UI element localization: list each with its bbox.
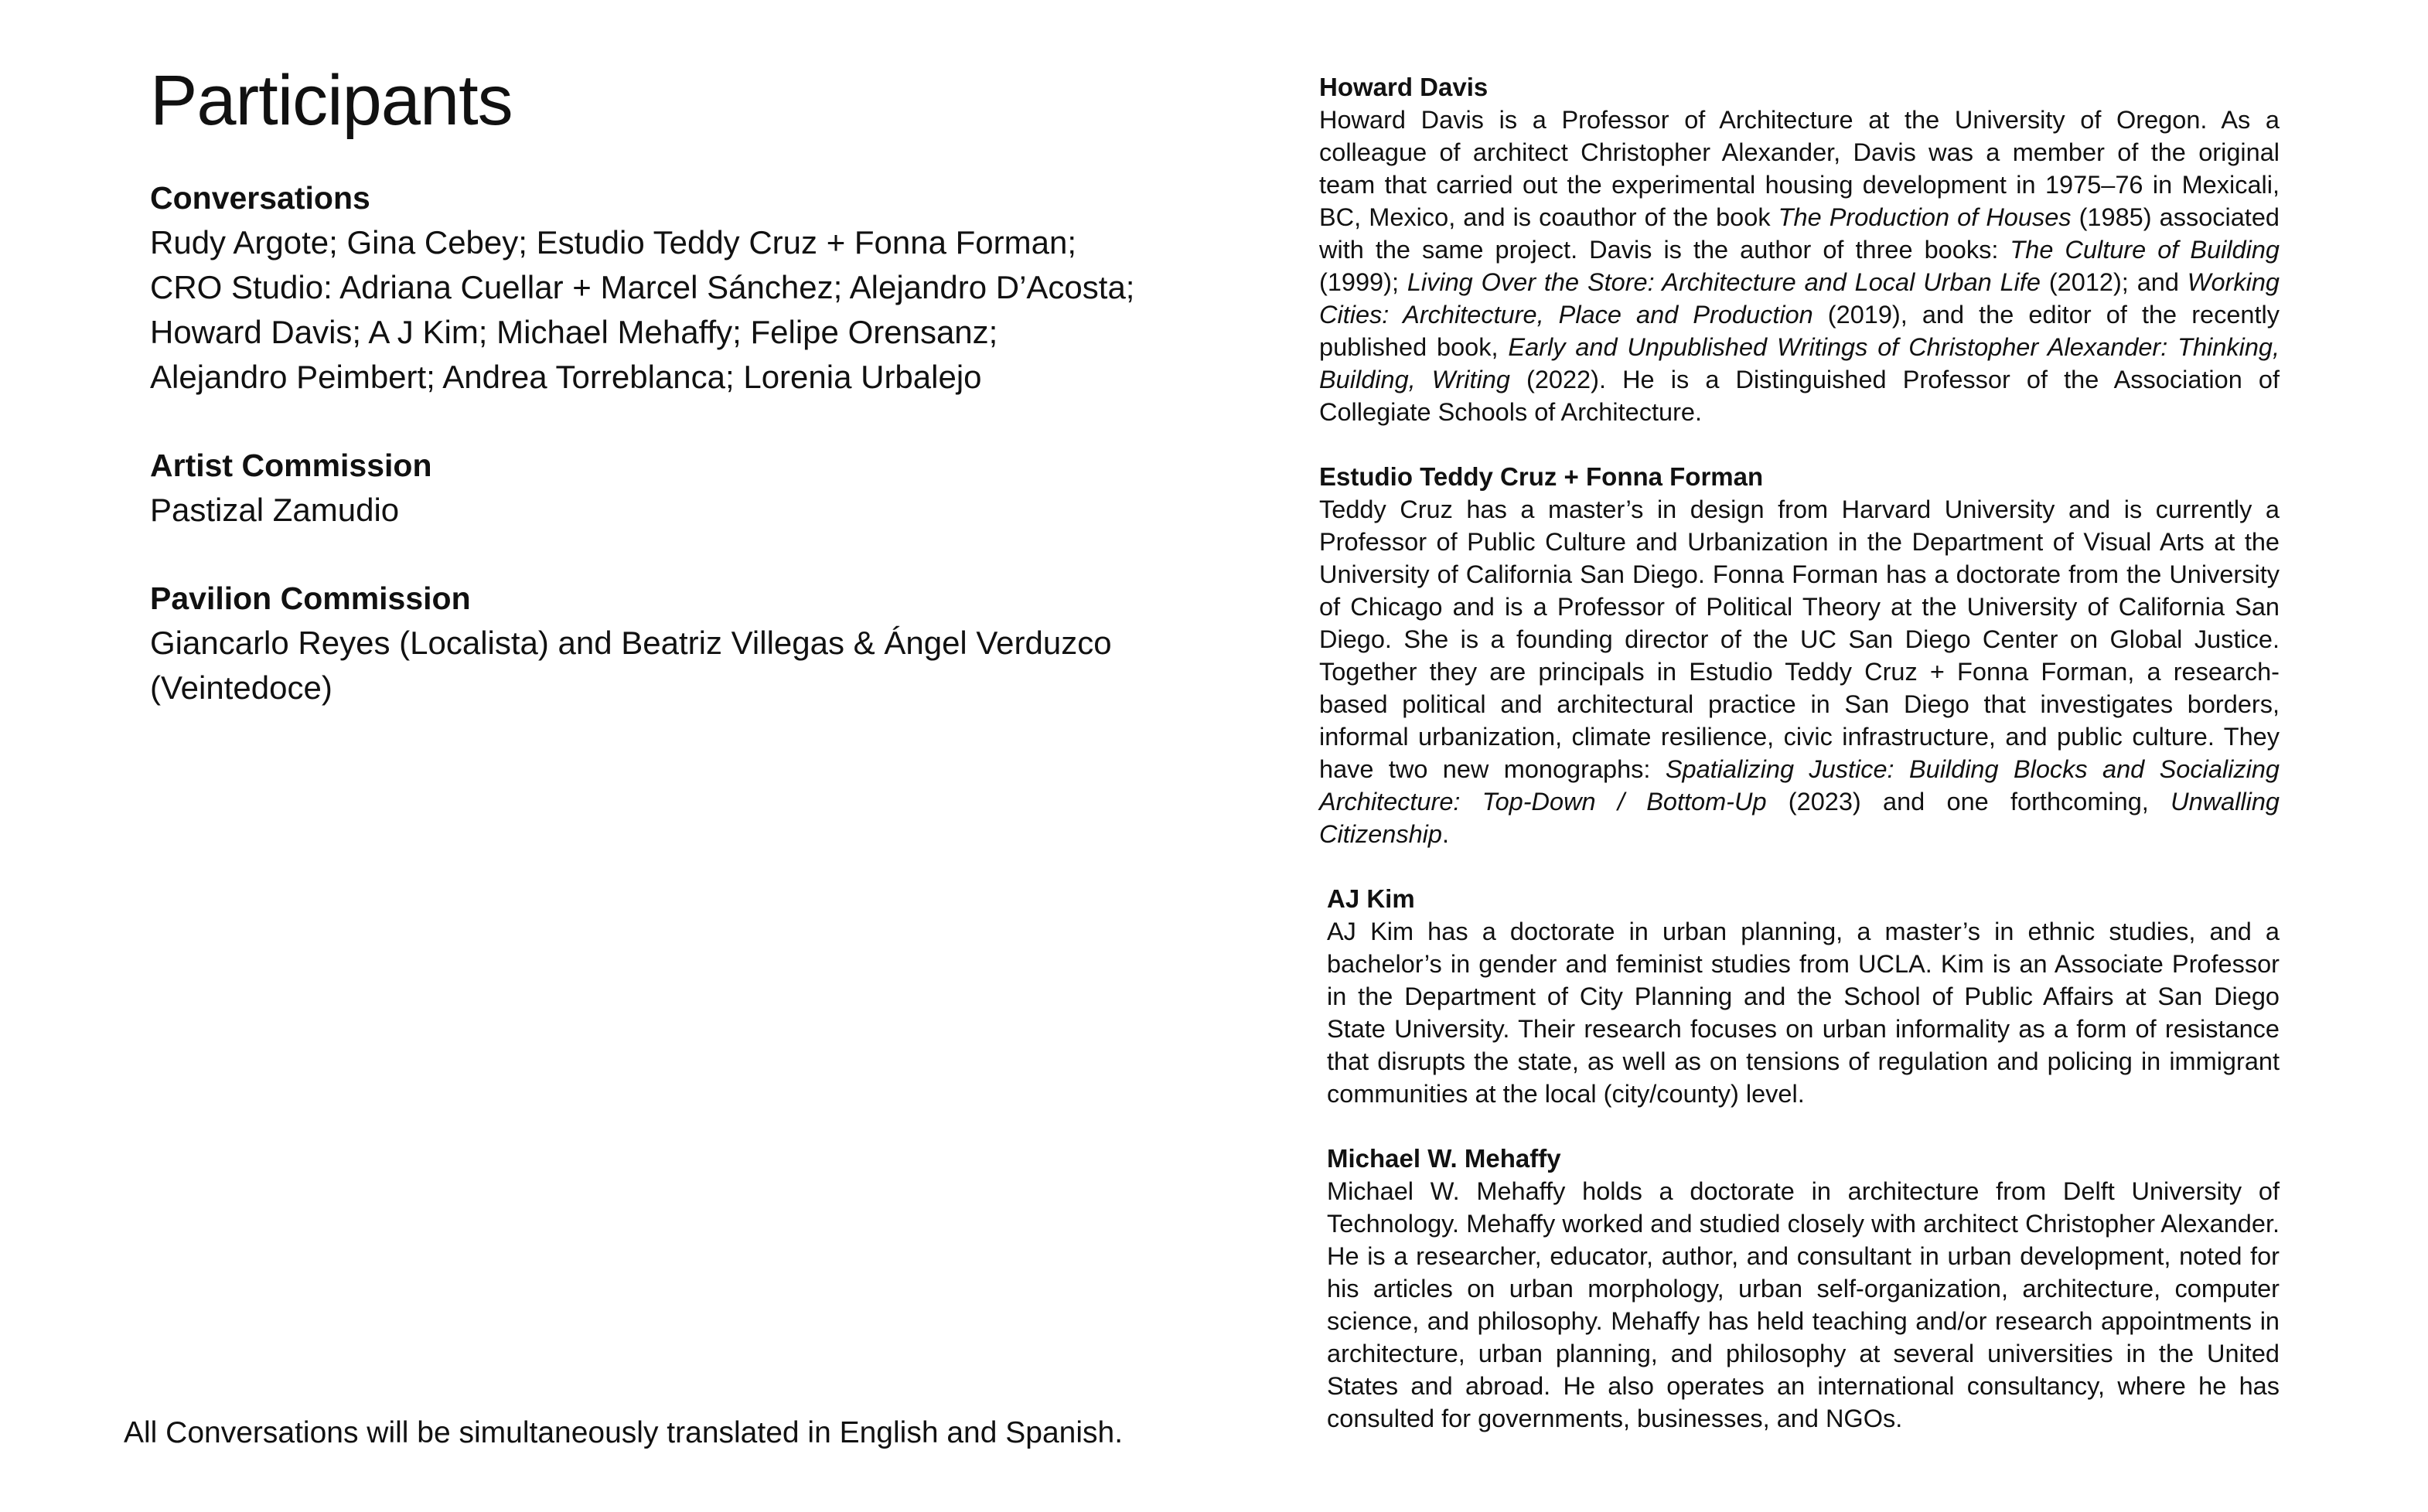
bio-text — [1327, 1175, 2280, 1435]
book-title: The Culture of Building — [2010, 236, 2280, 264]
bio-aj-kim — [1327, 883, 2280, 1110]
book-title: Living Over the Store: Architecture and Local Urban Life — [1407, 268, 2041, 296]
bio-text-segment: (1999); — [1319, 268, 1407, 296]
book-title: The Production of Houses — [1778, 203, 2072, 231]
bio-text-segment: (2022). He is a Distinguished Professor of the Association of Collegiate Schools of Architecture. — [1319, 366, 2280, 426]
bio-name: Michael W. Mehaffy — [1327, 1144, 1561, 1173]
book-title: Early and Unpublished Writings of Christopher Alexander: Thinking, Building, Writing — [1319, 333, 2280, 393]
participant-line: Alejandro Peimbert; Andrea Torreblanca; Lorenia Urbalejo — [150, 359, 982, 396]
bio-text-segment: (2023) and one forthcoming, — [1766, 788, 2171, 816]
bio-michael-mehaffy — [1327, 1143, 2280, 1435]
section-heading: Artist Commission — [150, 448, 432, 484]
translation-footnote: All Conversations will be simultaneously translated in English and Spanish. — [124, 1416, 1124, 1449]
section-heading: Conversations — [150, 180, 370, 216]
bio-text-segment: AJ Kim has a doctorate in urban planning, a master’s in ethnic studies, and a bachelor’s in gender and feminist studies from UCLA. Kim is an Associate Professor in the Department of City Planning and the School of Public Affairs at San Diego State University. Their research focuses on urban informality as a form of resistance that disrupts the state, as well as on tensions of regulation and policing in immigrant communities at the local (city/county) level. — [1327, 918, 2280, 1108]
book-title: Working Cities: Architecture, Place and Production — [1319, 268, 2280, 329]
bio-name: AJ Kim — [1327, 884, 1415, 913]
page-title: Participants — [150, 61, 513, 140]
bio-text-segment: (2019), and the editor of the recently published book, — [1319, 301, 2280, 361]
bios-column — [1319, 71, 2280, 1467]
bio-howard-davis — [1319, 71, 2280, 428]
book-title: Spatializing Justice: Building Blocks and Socializing Architecture: Top-Down / Bottom-Up — [1319, 755, 2280, 816]
artist-commission-section — [150, 443, 1248, 533]
bio-text-segment: . — [1441, 820, 1449, 848]
pavilion-commission-section — [150, 576, 1248, 710]
participant-line: Rudy Argote; Gina Cebey; Estudio Teddy Cruz + Fonna Forman; — [150, 224, 1077, 261]
bio-text-segment: (1985) associated with the same project. Davis is the author of three books: — [1319, 203, 2280, 264]
bio-text-segment: Michael W. Mehaffy holds a doctorate in architecture from Delft University of Technology. Mehaffy worked and studied closely with architect Christopher Alexander. He is a researcher, educator, author, and consultant in urban development, noted for his articles on urban morphology, urban self-organization, architecture, computer science, and philosophy. Mehaffy has held teaching and/or research appointments in architecture, urban planning, and philosophy at several universities in the United States and abroad. He also operates an international consultancy, where he has consulted for governments, businesses, and NGOs. — [1327, 1177, 2280, 1432]
bio-name: Estudio Teddy Cruz + Fonna Forman — [1319, 462, 1764, 491]
conversations-section — [150, 175, 1248, 400]
bio-text — [1319, 493, 2280, 850]
section-heading: Pavilion Commission — [150, 581, 471, 617]
bio-text-segment: Teddy Cruz has a master’s in design from Harvard University and is currently a Professor of Public Culture and Urbanization in the Department of Visual Arts at the University of California San Diego. Fonna Forman has a doctorate from the University of Chicago and is a Professor of Political Theory at the University of California San Diego. She is a founding director of the UC San Diego Center on Global Justice. Together they are principals in Estudio Teddy Cruz + Fonna Forman, a research-based political and architectural practice in San Diego that investigates borders, informal urbanization, climate resilience, civic infrastructure, and public culture. They have two new monographs: — [1319, 495, 2280, 783]
bio-text — [1327, 915, 2280, 1110]
left-column — [150, 62, 1248, 754]
bio-text — [1319, 104, 2280, 428]
participant-line: Giancarlo Reyes (Localista) and Beatriz Villegas & Ángel Verduzco — [150, 625, 1112, 662]
participant-line: Howard Davis; A J Kim; Michael Mehaffy; Felipe Orensanz; — [150, 314, 998, 351]
bio-name: Howard Davis — [1319, 73, 1489, 101]
bio-text-segment: Howard Davis is a Professor of Architecture at the University of Oregon. As a colleague of architect Christopher Alexander, Davis was a member of the original team that carried out the experimental housing development in 1975–76 in Mexicali, BC, Mexico, and is coauthor of the book — [1319, 106, 2280, 231]
book-title: Unwalling Citizenship — [1319, 788, 2280, 848]
bio-estudio-teddy-cruz-fonna-forman — [1319, 461, 2280, 850]
participant-line: Pastizal Zamudio — [150, 492, 400, 529]
bio-text-segment: (2012); and — [2041, 268, 2188, 296]
participant-line: (Veintedoce) — [150, 669, 332, 707]
participant-line: CRO Studio: Adriana Cuellar + Marcel Sánchez; Alejandro D’Acosta; — [150, 269, 1135, 306]
